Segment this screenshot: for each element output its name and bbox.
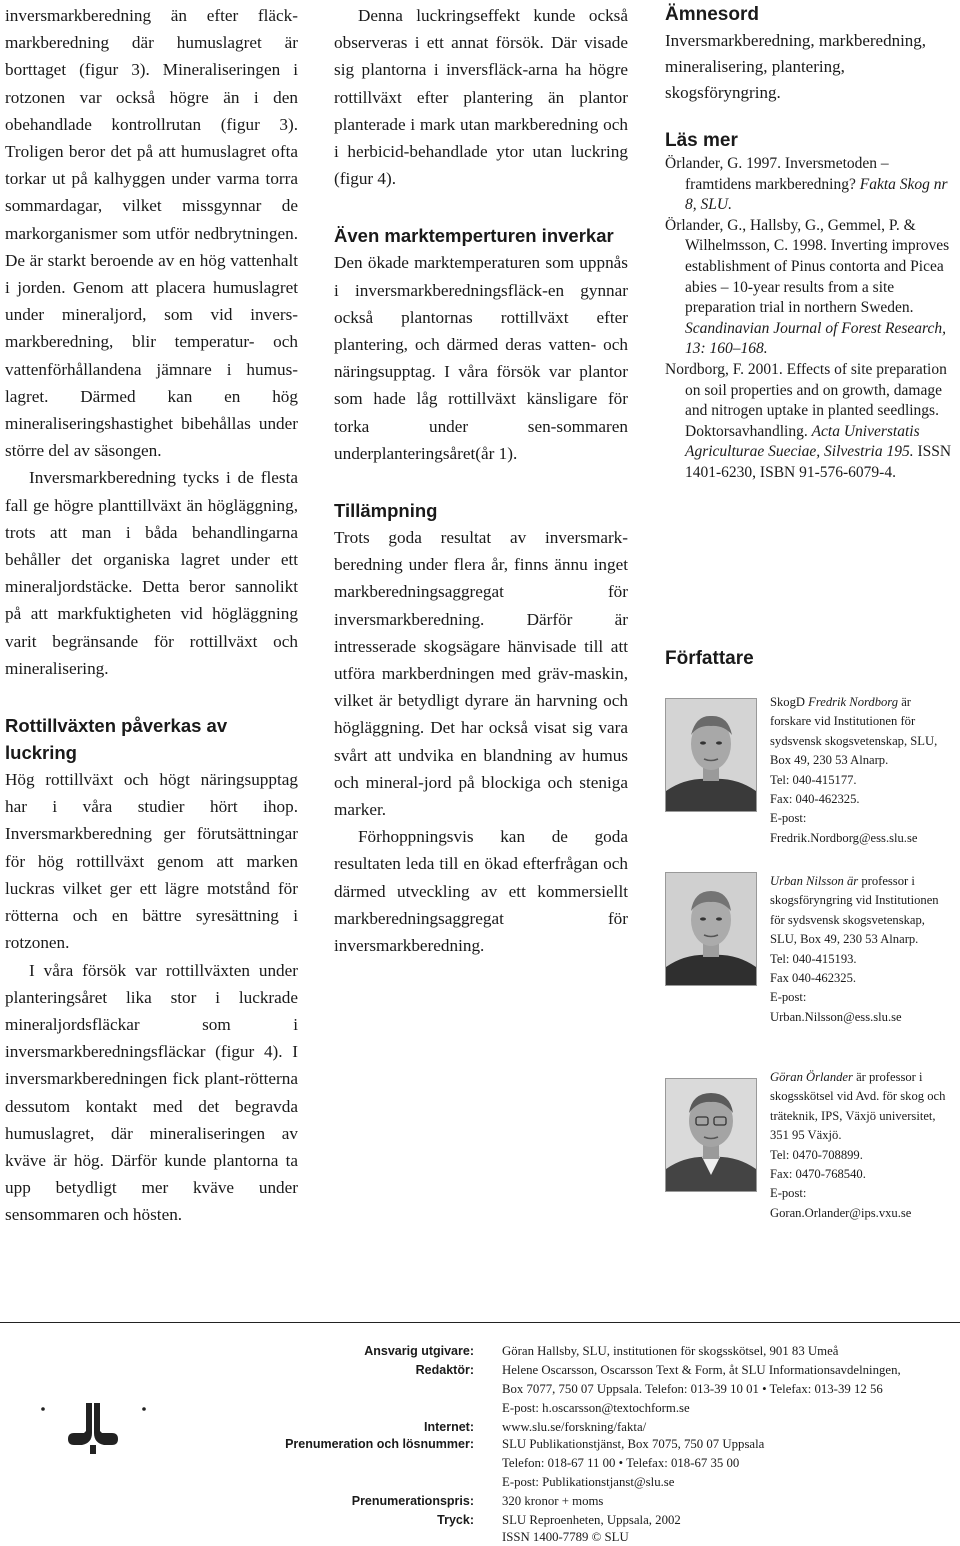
author-photo <box>665 698 757 812</box>
text-column-2 <box>334 2 628 959</box>
paragraph: Inversmarkberedning tycks i de flesta fall ge högre planttillväxt än högläggning, trots att man i båda behandlingarna behåller det organiska lagret under ett mineraljordstäcke. Detta beror sannolikt på att markfuktigheten vid högläggning varit begränsande för rottillväxt och mineralisering. <box>5 468 298 678</box>
paragraph: inversmarkberedning än efter fläck-markberedning där humuslagret är borttaget (figur 3). Mineraliseringen i rotzonen var också högre än i den obehandlade kontrollrutan (figur 3). Troligen beror det på att humuslagret ofta torkar ut på kalhyggen under varma torra sommardagar, vilket missgynnar de markorganismer som utför nedbrytningen. De är starkt beroende av en hög vattenhalt i jorden. Genom att placera humuslagret under mineraljord, som vid invers-markberedning, blir temperatur- och vattenförhållandena jämnare i humus-lagret. Därmed kan en hög mineraliseringshastighet bibehållas under större del av säsongen. <box>5 6 298 461</box>
imprint-value: Helene Oscarsson, Oscarsson Text & Form, åt SLU Informationsavdelningen, <box>502 1363 901 1377</box>
imprint-label: Ansvarig utgivare: <box>364 1344 474 1358</box>
authors-heading: Författare <box>665 648 754 669</box>
footer-divider <box>0 1322 960 1323</box>
paragraph: Hög rottillväxt och högt näringsupptag har i våra studier hört ihop. Inversmarkberedning ger förutsättningar för hög rottillväxt genom att marken luckras vilket ger ett lägre motstånd för rötterna och en bättre syresättning i rotzonen. <box>5 770 298 953</box>
paragraph: I våra försök var rottillväxten under planteringsåret lika stor i luckrade mineraljordsfläckar som i inversmarkberedningsfläckar (figur 4). I inversmarkberedningen fick plant-rötterna dessutom kontakt med det begravda humuslagret, där mineraliseringen av kväve är hög. Därför kunde plantorna ta upp betydligt mer kväve under sensommaren och hösten. <box>5 960 298 1225</box>
imprint-value: E-post: h.oscarsson@textochform.se <box>502 1401 690 1415</box>
subject-keywords: Inversmarkberedning, markberedning, mineralisering, plantering, skogsföryngring. <box>665 31 927 102</box>
imprint-label: Prenumeration och lösnummer: <box>285 1437 474 1451</box>
imprint-label: Prenumerationspris: <box>351 1494 474 1508</box>
author-email: Goran.Orlander@ips.vxu.se <box>770 1205 912 1220</box>
author-bio: Göran Örlander är professor i skogsskötsel vid Avd. för skog och träteknik, IPS, Växjö universitet, 351 95 Växjö. Tel: 0470-708899. Fax: 0470-768540. E-post: Goran.Orlander@ips.vxu.se <box>770 1070 946 1220</box>
imprint-value: E-post: Publikationstjanst@slu.se <box>502 1475 675 1489</box>
paragraph: Trots goda resultat av inversmark-beredning under flera år, finns ännu inget markberedningsaggregat för inversmarkberedning. Därför är intresserade skogsägare hänvisade till att utföra markberdningen med gräv-maskin, vilket är betydligt dyrare än harvning och högläggning. Det har också visat sig vara svårt att undvika en blandning av humus och mineral-jord på blockiga och steniga marker. <box>334 528 628 820</box>
reference-item: Örlander, G., Hallsby, G., Gemmel, P. & Wilhelmsson, C. 1998. Inverting improves establishment of Pinus contorta and Picea abies – 10-year results from a site preparation trial in northern Sweden. Scandinavian Journal of Forest Research, 13: 160–168. <box>665 216 950 358</box>
author-photo <box>665 872 757 986</box>
paragraph: Den ökade marktemperaturen som uppnås i inversmarkberedningsfläck-en gynnar också plantornas rottillväxt efter plantering, och därmed deras vatten- och näringsupptag. I våra försök var plantor som hade låg rottillväxt känsligare för torka under sen-sommaren underplanteringsåret(år 1). <box>334 253 628 463</box>
reference-list <box>665 154 955 484</box>
author-email: Fredrik.Nordborg@ess.slu.se <box>770 830 918 845</box>
section-heading: Även marktemperturen inverkar <box>334 225 614 247</box>
imprint-value: Box 7077, 750 07 Uppsala. Telefon: 013-39 10 01 • Telefax: 013-39 12 56 <box>502 1382 883 1396</box>
author-bio: Urban Nilsson är professor i skogsföryngring vid Institutionen för sydsvensk skogsvetenskap, SLU, Box 49, 230 53 Alnarp. Tel: 040-415193. Fax 040-462325. E-post: Urban.Nilsson@ess.slu.se <box>770 874 939 1024</box>
reference-item: Nordborg, F. 2001. Effects of site preparation on soil properties and on growth, damage and nitrogen uptake in planted seedlings. Doktorsavhandling. Acta Universtatis Agriculturae Sueciae, Silvestria 195. ISSN 1401-6230, ISBN 91-576-6079-4. <box>665 360 952 481</box>
author-bio: SkogD Fredrik Nordborg är forskare vid Institutionen för sydsvensk skogsvetenskap, SLU, Box 49, 230 53 Alnarp. Tel: 040-415177. Fax: 040-462325. E-post: Fredrik.Nordborg@ess.slu.se <box>770 695 938 845</box>
section-heading: Rottillväxten påverkas av luckring <box>5 715 228 764</box>
imprint-label: Internet: <box>424 1420 474 1434</box>
imprint-value: Telefon: 018-67 11 00 • Telefax: 018-67 35 00 <box>502 1456 740 1470</box>
paragraph: Förhoppningsvis kan de goda resultaten leda till en ökad efterfrågan och därmed utveckling av ett kommersiellt markberedningsaggregat för inversmarkberedning. <box>334 827 628 956</box>
imprint-value: ISSN 1400-7789 © SLU <box>502 1530 629 1544</box>
imprint-value: Göran Hallsby, SLU, institutionen för skogsskötsel, 901 83 Umeå <box>502 1344 839 1358</box>
text-column-1 <box>5 2 298 1229</box>
reference-item: Örlander, G. 1997. Inversmetoden – framtidens markberedning? Fakta Skog nr 8, SLU. <box>665 155 948 214</box>
subject-heading: Ämnesord <box>665 4 759 25</box>
paragraph: Denna luckringseffekt kunde också observeras i ett annat försök. Där visade sig plantorna i inversfläck-arna ha högre rottillväxt efter plantering än plantor planterade i mark utan markberedning och i herbicid-behandlade ytor utan luckring (figur 4). <box>334 6 628 189</box>
imprint-label: Tryck: <box>437 1513 474 1527</box>
slu-logo <box>28 1395 158 1455</box>
imprint-value: 320 kronor + moms <box>502 1494 604 1508</box>
section-heading: Tillämpning <box>334 500 438 522</box>
read-more-heading: Läs mer <box>665 130 738 151</box>
author-email: Urban.Nilsson@ess.slu.se <box>770 1009 902 1024</box>
imprint-value: SLU Publikationstjänst, Box 7075, 750 07 Uppsala <box>502 1437 765 1451</box>
author-photo <box>665 1078 757 1192</box>
imprint-link[interactable]: www.slu.se/forskning/fakta/ <box>502 1420 647 1434</box>
imprint-label: Redaktör: <box>415 1363 474 1377</box>
sidebar <box>665 2 955 484</box>
imprint-value: SLU Reproenheten, Uppsala, 2002 <box>502 1513 681 1527</box>
